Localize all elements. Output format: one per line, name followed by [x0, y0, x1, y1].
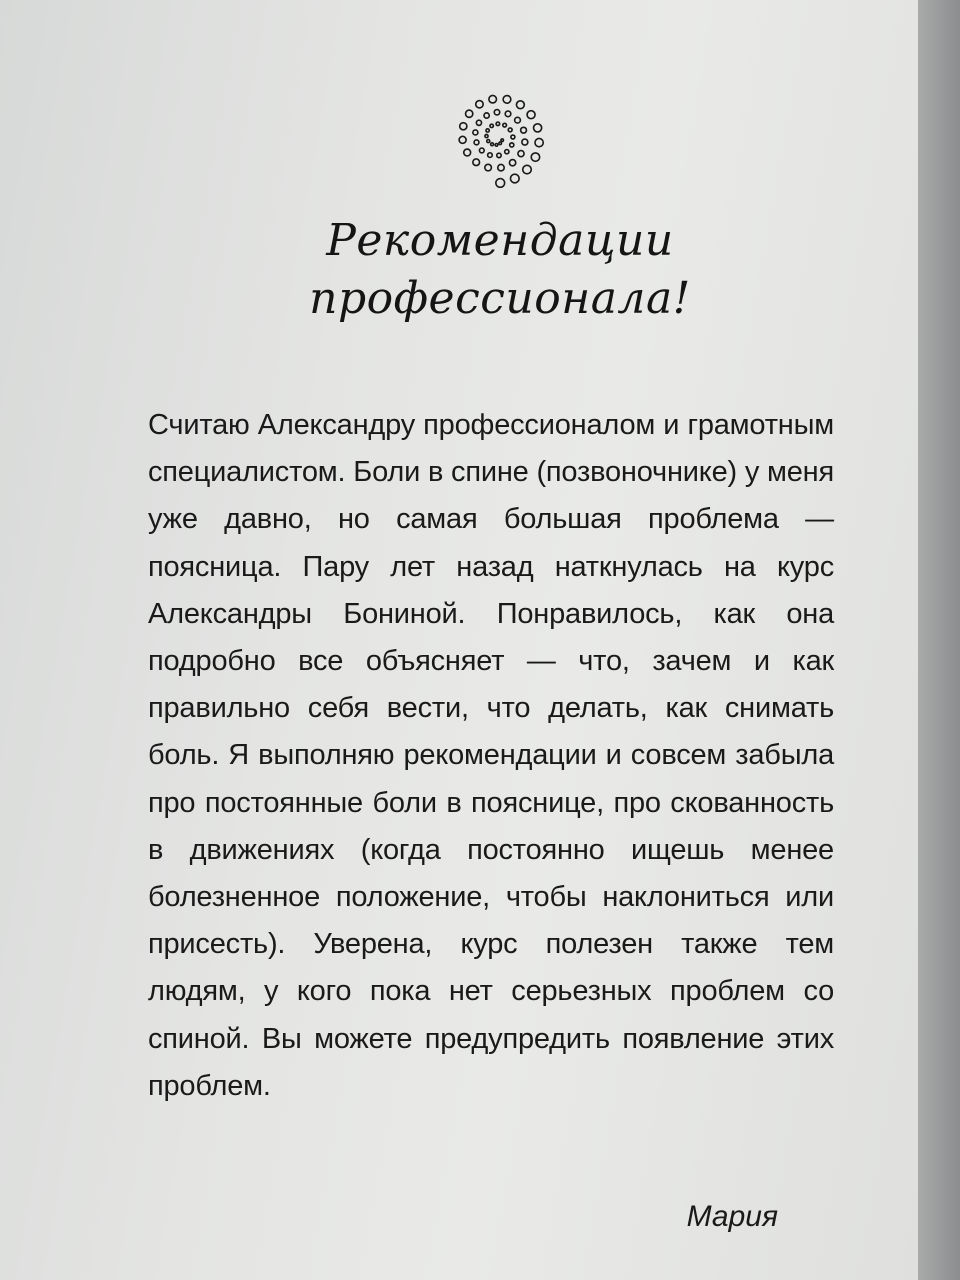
spiral-dot	[464, 149, 471, 156]
spiral-dot	[473, 130, 478, 135]
spiral-dot	[496, 122, 500, 126]
spiral-dot	[508, 128, 512, 132]
spiral-dot	[460, 123, 467, 130]
author-signature: Мария	[686, 1200, 778, 1233]
spiral-dot	[499, 142, 502, 145]
spiral-dot	[485, 164, 492, 171]
spiral-dot	[535, 138, 543, 146]
spiral-emblem-icon	[446, 86, 548, 188]
spiral-dot	[503, 96, 511, 104]
spiral-dot	[505, 111, 511, 117]
spiral-dot	[521, 127, 527, 133]
spiral-dot	[531, 153, 539, 161]
spiral-dot	[498, 164, 504, 170]
spiral-dot	[510, 143, 514, 147]
spiral-dot	[509, 160, 515, 166]
spiral-dot	[515, 117, 521, 123]
spiral-dot	[511, 135, 515, 139]
spiral-dot	[476, 120, 481, 125]
spiral-dot	[510, 174, 519, 183]
spiral-dot	[522, 139, 528, 145]
spiral-dot	[486, 129, 489, 132]
spiral-dot	[505, 150, 509, 154]
spiral-dot	[523, 165, 532, 174]
spiral-dot	[491, 143, 494, 146]
spiral-dot	[473, 159, 480, 166]
spiral-dot	[474, 140, 479, 145]
spiral-dot	[501, 139, 503, 141]
page-edge	[918, 0, 960, 1280]
spiral-dot	[487, 140, 490, 143]
spiral-dot	[479, 148, 484, 153]
spiral-dot	[490, 124, 493, 127]
spiral-dot	[484, 113, 489, 118]
title-line-2: профессионала!	[309, 273, 691, 324]
spiral-dot	[459, 136, 466, 143]
spiral-dot	[494, 110, 499, 115]
testimonial-text: Считаю Александру профессионалом и грамотным специалистом. Боли в спине (позвоночнике) у меня уже давно, но самая большая проблема — поясница. Пару лет назад наткнулась на курс Александры Бониной. Понравилось, как она подробно все объясняет — что, зачем и как правильно себя вести, что делать, как снимать боль. Я выполняю рекомендации и совсем забыла про постоянные боли в пояснице, про скованность в движениях (когда постоянно ищешь менее болезненное положение, чтобы наклониться или присесть). Уверена, курс полезен также тем людям, у кого пока нет серьезных проблем со спиной. Вы можете предупредить появление этих проблем.	[148, 409, 834, 1102]
spiral-dot	[476, 101, 483, 108]
spiral-dot	[496, 179, 505, 188]
spiral-dot	[489, 95, 497, 103]
spiral-dot	[503, 123, 507, 127]
spiral-dot	[497, 153, 501, 157]
spiral-dot	[495, 144, 498, 147]
spiral-dot	[466, 110, 473, 117]
spiral-dot	[516, 101, 524, 109]
page-title	[190, 212, 810, 328]
spiral-dot	[488, 153, 493, 158]
spiral-dot	[518, 151, 524, 157]
spiral-dot	[534, 124, 542, 132]
spiral-dot	[485, 135, 488, 138]
spiral-dot	[527, 111, 535, 119]
title-line-1: Рекомендации	[326, 215, 674, 266]
